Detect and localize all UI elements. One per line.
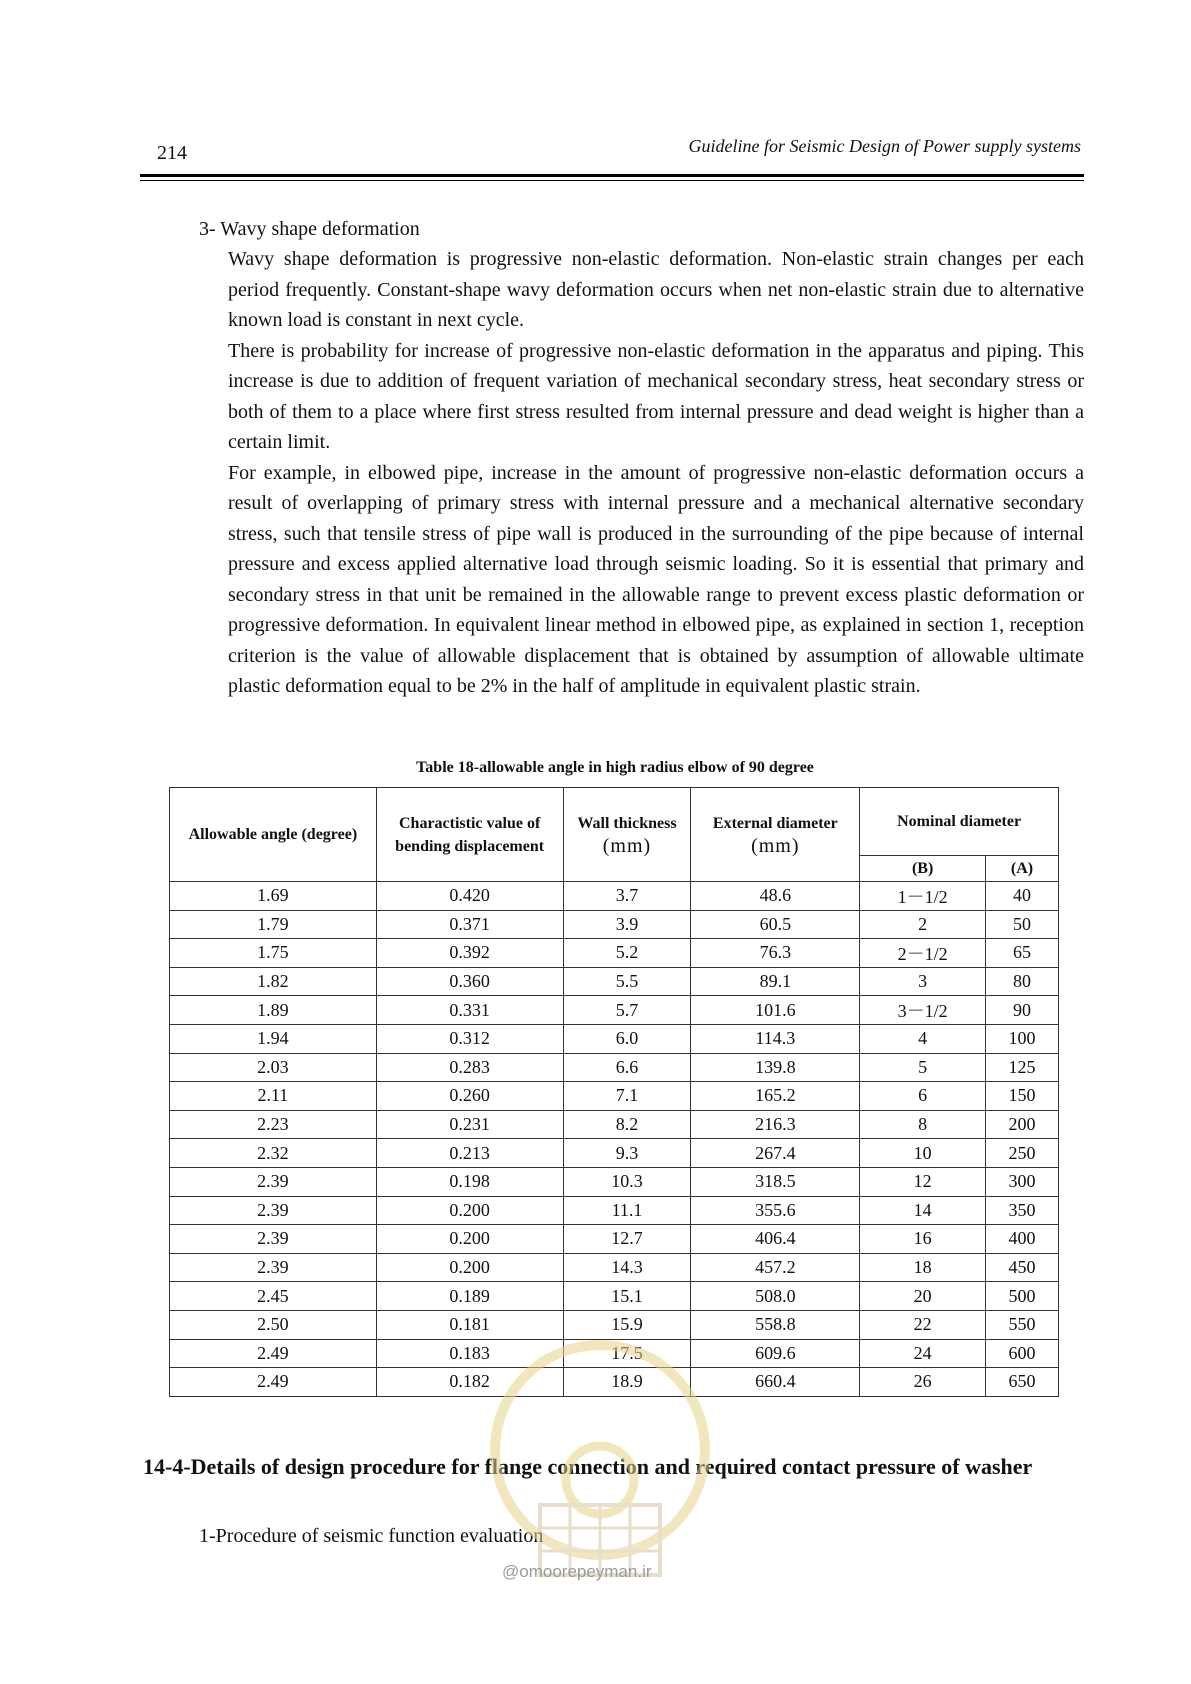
characteristic-value-cell: 0.198 bbox=[376, 1167, 563, 1196]
nominal-b-cell: 14 bbox=[860, 1196, 986, 1225]
external-diameter-cell: 457.2 bbox=[691, 1253, 860, 1282]
header-nominal-b: (B) bbox=[860, 856, 986, 882]
wall-thickness-cell: 6.0 bbox=[563, 1024, 691, 1053]
running-title: Guideline for Seismic Design of Power supply systems bbox=[688, 136, 1081, 156]
nominal-a-cell: 250 bbox=[986, 1139, 1059, 1168]
allowable-angle-cell: 2.49 bbox=[170, 1368, 377, 1397]
characteristic-value-cell: 0.189 bbox=[376, 1282, 563, 1311]
nominal-b-cell: 18 bbox=[860, 1253, 986, 1282]
header-nominal-diameter: Nominal diameter bbox=[860, 788, 1059, 856]
nominal-a-cell: 450 bbox=[986, 1253, 1059, 1282]
paragraph: Wavy shape deformation is progressive non-elastic deformation. Non-elastic strain changes per each period frequently. Constant-shape wavy deformation occurs when net non-elastic strain due to alternative known load is constant in next cycle. bbox=[228, 248, 1084, 331]
allowable-angle-cell: 2.39 bbox=[170, 1225, 377, 1254]
allowable-angle-cell: 1.89 bbox=[170, 996, 377, 1025]
table-row bbox=[170, 1139, 1059, 1168]
nominal-b-cell: 4 bbox=[860, 1024, 986, 1053]
allowable-angle-cell: 2.49 bbox=[170, 1339, 377, 1368]
nominal-b-cell: 5 bbox=[860, 1053, 986, 1082]
characteristic-value-cell: 0.182 bbox=[376, 1368, 563, 1397]
allowable-angle-cell: 1.82 bbox=[170, 967, 377, 996]
paragraph: There is probability for increase of progressive non-elastic deformation in the apparatus and piping. This increase is due to addition of frequent variation of mechanical secondary stress, heat secondary stress or both of them to a place where first stress resulted from internal pressure and dead weight is higher than a certain limit. bbox=[228, 339, 1084, 453]
nominal-b-cell: 22 bbox=[860, 1310, 986, 1339]
nominal-b-cell: 20 bbox=[860, 1282, 986, 1311]
wall-thickness-cell: 12.7 bbox=[563, 1225, 691, 1254]
table-row bbox=[170, 1024, 1059, 1053]
section-heading: 3- Wavy shape deformation bbox=[199, 218, 420, 240]
nominal-a-cell: 150 bbox=[986, 1082, 1059, 1111]
nominal-b-cell: 26 bbox=[860, 1368, 986, 1397]
external-diameter-cell: 216.3 bbox=[691, 1110, 860, 1139]
table-body bbox=[170, 882, 1059, 1397]
allowable-angle-table bbox=[169, 787, 1059, 1397]
paragraph: For example, in elbowed pipe, increase in the amount of progressive non-elastic deformation occurs a result of overlapping of primary stress with internal pressure and a mechanical alternative secondary stress, such that tensile stress of pipe wall is produced in the surrounding of the pipe because of internal pressure and excess applied alternative load through seismic loading. So it is essential that primary and secondary stress in that unit be remained in the allowable range to prevent excess plastic deformation or progressive deformation. In equivalent linear method in elbowed pipe, as explained in section 1, reception criterion is the value of allowable displacement that is obtained by assumption of allowable ultimate plastic deformation equal to be 2% in the half of amplitude in equivalent plastic strain. bbox=[228, 461, 1084, 697]
nominal-b-cell: 8 bbox=[860, 1110, 986, 1139]
wall-thickness-cell: 8.2 bbox=[563, 1110, 691, 1139]
external-diameter-cell: 355.6 bbox=[691, 1196, 860, 1225]
characteristic-value-cell: 0.183 bbox=[376, 1339, 563, 1368]
nominal-a-cell: 400 bbox=[986, 1225, 1059, 1254]
nominal-a-cell: 600 bbox=[986, 1339, 1059, 1368]
nominal-a-cell: 40 bbox=[986, 882, 1059, 911]
external-diameter-cell: 558.8 bbox=[691, 1310, 860, 1339]
external-diameter-cell: 139.8 bbox=[691, 1053, 860, 1082]
wall-thickness-cell: 10.3 bbox=[563, 1167, 691, 1196]
nominal-b-cell: 3－1/2 bbox=[860, 996, 986, 1025]
nominal-a-cell: 200 bbox=[986, 1110, 1059, 1139]
external-diameter-cell: 406.4 bbox=[691, 1225, 860, 1254]
allowable-angle-cell: 1.75 bbox=[170, 939, 377, 968]
external-diameter-cell: 60.5 bbox=[691, 910, 860, 939]
wall-thickness-cell: 17.5 bbox=[563, 1339, 691, 1368]
nominal-b-cell: 2 bbox=[860, 910, 986, 939]
header-rule bbox=[140, 174, 1084, 181]
nominal-a-cell: 500 bbox=[986, 1282, 1059, 1311]
allowable-angle-cell: 2.39 bbox=[170, 1253, 377, 1282]
header-characteristic-value: Charactistic value of bending displacement bbox=[376, 788, 563, 882]
table-row bbox=[170, 1196, 1059, 1225]
allowable-angle-cell: 1.94 bbox=[170, 1024, 377, 1053]
watermark-seal bbox=[480, 1330, 720, 1600]
characteristic-value-cell: 0.200 bbox=[376, 1225, 563, 1254]
characteristic-value-cell: 0.312 bbox=[376, 1024, 563, 1053]
characteristic-value-cell: 0.231 bbox=[376, 1110, 563, 1139]
header-allowable-angle: Allowable angle (degree) bbox=[170, 788, 377, 882]
external-diameter-cell: 660.4 bbox=[691, 1368, 860, 1397]
nominal-b-cell: 3 bbox=[860, 967, 986, 996]
external-diameter-cell: 76.3 bbox=[691, 939, 860, 968]
wall-thickness-cell: 5.2 bbox=[563, 939, 691, 968]
characteristic-value-cell: 0.360 bbox=[376, 967, 563, 996]
nominal-b-cell: 12 bbox=[860, 1167, 986, 1196]
header-external-diameter-label: External diameter bbox=[712, 814, 838, 832]
table-row bbox=[170, 1167, 1059, 1196]
nominal-a-cell: 90 bbox=[986, 996, 1059, 1025]
external-diameter-cell: 114.3 bbox=[691, 1024, 860, 1053]
external-diameter-cell: 609.6 bbox=[691, 1339, 860, 1368]
external-diameter-cell: 101.6 bbox=[691, 996, 860, 1025]
section-body bbox=[199, 214, 1084, 702]
characteristic-value-cell: 0.181 bbox=[376, 1310, 563, 1339]
nominal-a-cell: 350 bbox=[986, 1196, 1059, 1225]
table-row bbox=[170, 996, 1059, 1025]
nominal-a-cell: 100 bbox=[986, 1024, 1059, 1053]
nominal-b-cell: 6 bbox=[860, 1082, 986, 1111]
table-row bbox=[170, 1253, 1059, 1282]
external-diameter-cell: 267.4 bbox=[691, 1139, 860, 1168]
table-row bbox=[170, 1110, 1059, 1139]
subsection-item: 1-Procedure of seismic function evaluation bbox=[199, 1525, 544, 1547]
allowable-angle-cell: 2.39 bbox=[170, 1196, 377, 1225]
external-diameter-cell: 318.5 bbox=[691, 1167, 860, 1196]
wall-thickness-cell: 7.1 bbox=[563, 1082, 691, 1111]
nominal-b-cell: 24 bbox=[860, 1339, 986, 1368]
nominal-b-cell: 2－1/2 bbox=[860, 939, 986, 968]
header-external-diameter bbox=[691, 788, 860, 882]
wall-thickness-cell: 5.5 bbox=[563, 967, 691, 996]
table-row bbox=[170, 1053, 1059, 1082]
header-wall-thickness-label: Wall thickness bbox=[577, 814, 677, 832]
nominal-b-cell: 1－1/2 bbox=[860, 882, 986, 911]
table-row bbox=[170, 967, 1059, 996]
watermark-text: @omoorepeyman.ir bbox=[502, 1562, 652, 1581]
allowable-angle-cell: 1.79 bbox=[170, 910, 377, 939]
wall-thickness-cell: 5.7 bbox=[563, 996, 691, 1025]
characteristic-value-cell: 0.213 bbox=[376, 1139, 563, 1168]
nominal-a-cell: 550 bbox=[986, 1310, 1059, 1339]
header-wall-thickness-unit: (mm) bbox=[602, 834, 652, 857]
table-row bbox=[170, 1225, 1059, 1254]
header-nominal-a: (A) bbox=[986, 856, 1059, 882]
external-diameter-cell: 89.1 bbox=[691, 967, 860, 996]
characteristic-value-cell: 0.260 bbox=[376, 1082, 563, 1111]
wall-thickness-cell: 11.1 bbox=[563, 1196, 691, 1225]
allowable-angle-cell: 2.45 bbox=[170, 1282, 377, 1311]
header-wall-thickness bbox=[563, 788, 691, 882]
nominal-b-cell: 16 bbox=[860, 1225, 986, 1254]
wall-thickness-cell: 3.7 bbox=[563, 882, 691, 911]
wall-thickness-cell: 15.1 bbox=[563, 1282, 691, 1311]
table-caption: Table 18-allowable angle in high radius elbow of 90 degree bbox=[416, 759, 814, 776]
characteristic-value-cell: 0.283 bbox=[376, 1053, 563, 1082]
allowable-angle-cell: 2.32 bbox=[170, 1139, 377, 1168]
characteristic-value-cell: 0.392 bbox=[376, 939, 563, 968]
page-number: 214 bbox=[157, 142, 187, 164]
nominal-a-cell: 650 bbox=[986, 1368, 1059, 1397]
characteristic-value-cell: 0.331 bbox=[376, 996, 563, 1025]
allowable-angle-cell: 2.03 bbox=[170, 1053, 377, 1082]
wall-thickness-cell: 15.9 bbox=[563, 1310, 691, 1339]
external-diameter-cell: 48.6 bbox=[691, 882, 860, 911]
wall-thickness-cell: 18.9 bbox=[563, 1368, 691, 1397]
nominal-a-cell: 65 bbox=[986, 939, 1059, 968]
characteristic-value-cell: 0.371 bbox=[376, 910, 563, 939]
header-external-diameter-unit: (mm) bbox=[751, 834, 800, 857]
table-row bbox=[170, 1282, 1059, 1311]
nominal-a-cell: 125 bbox=[986, 1053, 1059, 1082]
wall-thickness-cell: 14.3 bbox=[563, 1253, 691, 1282]
wall-thickness-cell: 9.3 bbox=[563, 1139, 691, 1168]
characteristic-value-cell: 0.200 bbox=[376, 1196, 563, 1225]
allowable-angle-cell: 1.69 bbox=[170, 882, 377, 911]
table-row bbox=[170, 910, 1059, 939]
allowable-angle-cell: 2.39 bbox=[170, 1167, 377, 1196]
table-row bbox=[170, 1082, 1059, 1111]
allowable-angle-cell: 2.11 bbox=[170, 1082, 377, 1111]
nominal-b-cell: 10 bbox=[860, 1139, 986, 1168]
allowable-angle-cell: 2.23 bbox=[170, 1110, 377, 1139]
external-diameter-cell: 165.2 bbox=[691, 1082, 860, 1111]
table-row bbox=[170, 882, 1059, 911]
allowable-angle-cell: 2.50 bbox=[170, 1310, 377, 1339]
wall-thickness-cell: 3.9 bbox=[563, 910, 691, 939]
characteristic-value-cell: 0.420 bbox=[376, 882, 563, 911]
nominal-a-cell: 50 bbox=[986, 910, 1059, 939]
nominal-a-cell: 300 bbox=[986, 1167, 1059, 1196]
table-row bbox=[170, 939, 1059, 968]
characteristic-value-cell: 0.200 bbox=[376, 1253, 563, 1282]
subsection-heading: 14-4-Details of design procedure for flange connection and required contact pressure of washer bbox=[143, 1454, 1033, 1479]
nominal-a-cell: 80 bbox=[986, 967, 1059, 996]
external-diameter-cell: 508.0 bbox=[691, 1282, 860, 1311]
wall-thickness-cell: 6.6 bbox=[563, 1053, 691, 1082]
